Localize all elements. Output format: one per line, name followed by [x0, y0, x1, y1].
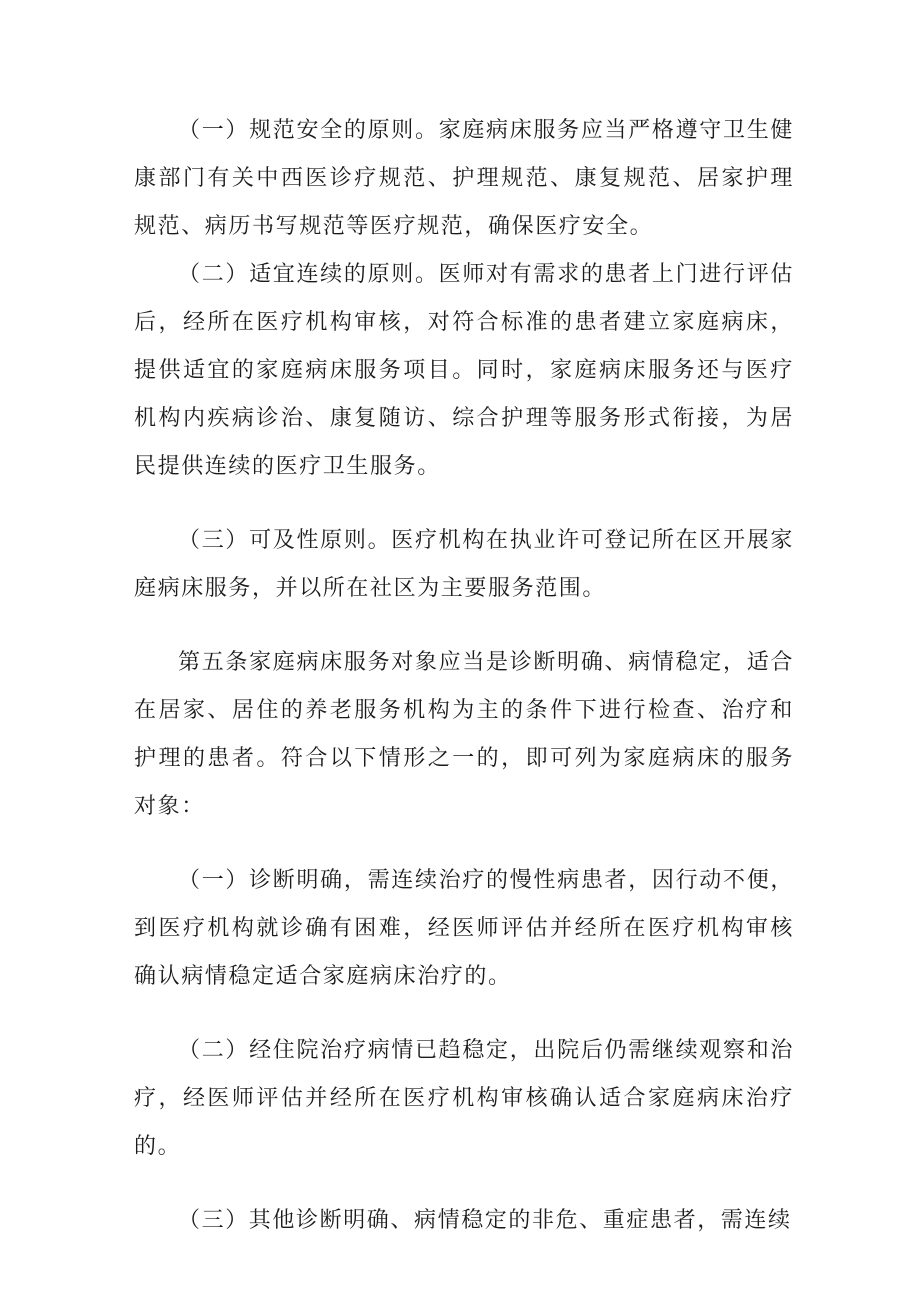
paragraph-spacer — [134, 831, 794, 857]
paragraph-spacer — [134, 1001, 794, 1027]
paragraph-spacer — [134, 1171, 794, 1197]
paragraph-article-5: 第五条家庭病床服务对象应当是诊断明确、病情稳定，适合在居家、居住的养老服务机构为主的条件下进行检查、治疗和护理的患者。符合以下情形之一的，即可列为家庭病床的服务对象： — [134, 650, 794, 819]
document-body — [134, 107, 794, 1245]
paragraph-spacer — [134, 613, 794, 639]
paragraph-principle-3: （三）可及性原则。医疗机构在执业许可登记所在区开展家庭病床服务，并以所在社区为主要服务范围。 — [134, 528, 794, 601]
paragraph-condition-2: （二）经住院治疗病情已趋稳定，出院后仍需继续观察和治疗，经医师评估并经所在医疗机构审核确认适合家庭病床治疗的。 — [134, 1038, 794, 1159]
paragraph-condition-3: （三）其他诊断明确、病情稳定的非危、重症患者，需连续 — [178, 1208, 792, 1233]
paragraph-principle-2: （二）适宜连续的原则。医师对有需求的患者上门进行评估后，经所在医疗机构审核，对符合标准的患者建立家庭病床，提供适宜的家庭病床服务项目。同时，家庭病床服务还与医疗机构内疾病诊治、康复随访、综合护理等服务形式衔接，为居民提供连续的医疗卫生服务。 — [134, 262, 794, 479]
paragraph-condition-1: （一）诊断明确，需连续治疗的慢性病患者，因行动不便，到医疗机构就诊确有困难，经医师评估并经所在医疗机构审核确认病情稳定适合家庭病床治疗的。 — [134, 868, 794, 989]
paragraph-principle-1: （一）规范安全的原则。家庭病床服务应当严格遵守卫生健康部门有关中西医诊疗规范、护理规范、康复规范、居家护理规范、病历书写规范等医疗规范，确保医疗安全。 — [134, 118, 794, 239]
paragraph-spacer — [134, 491, 794, 517]
